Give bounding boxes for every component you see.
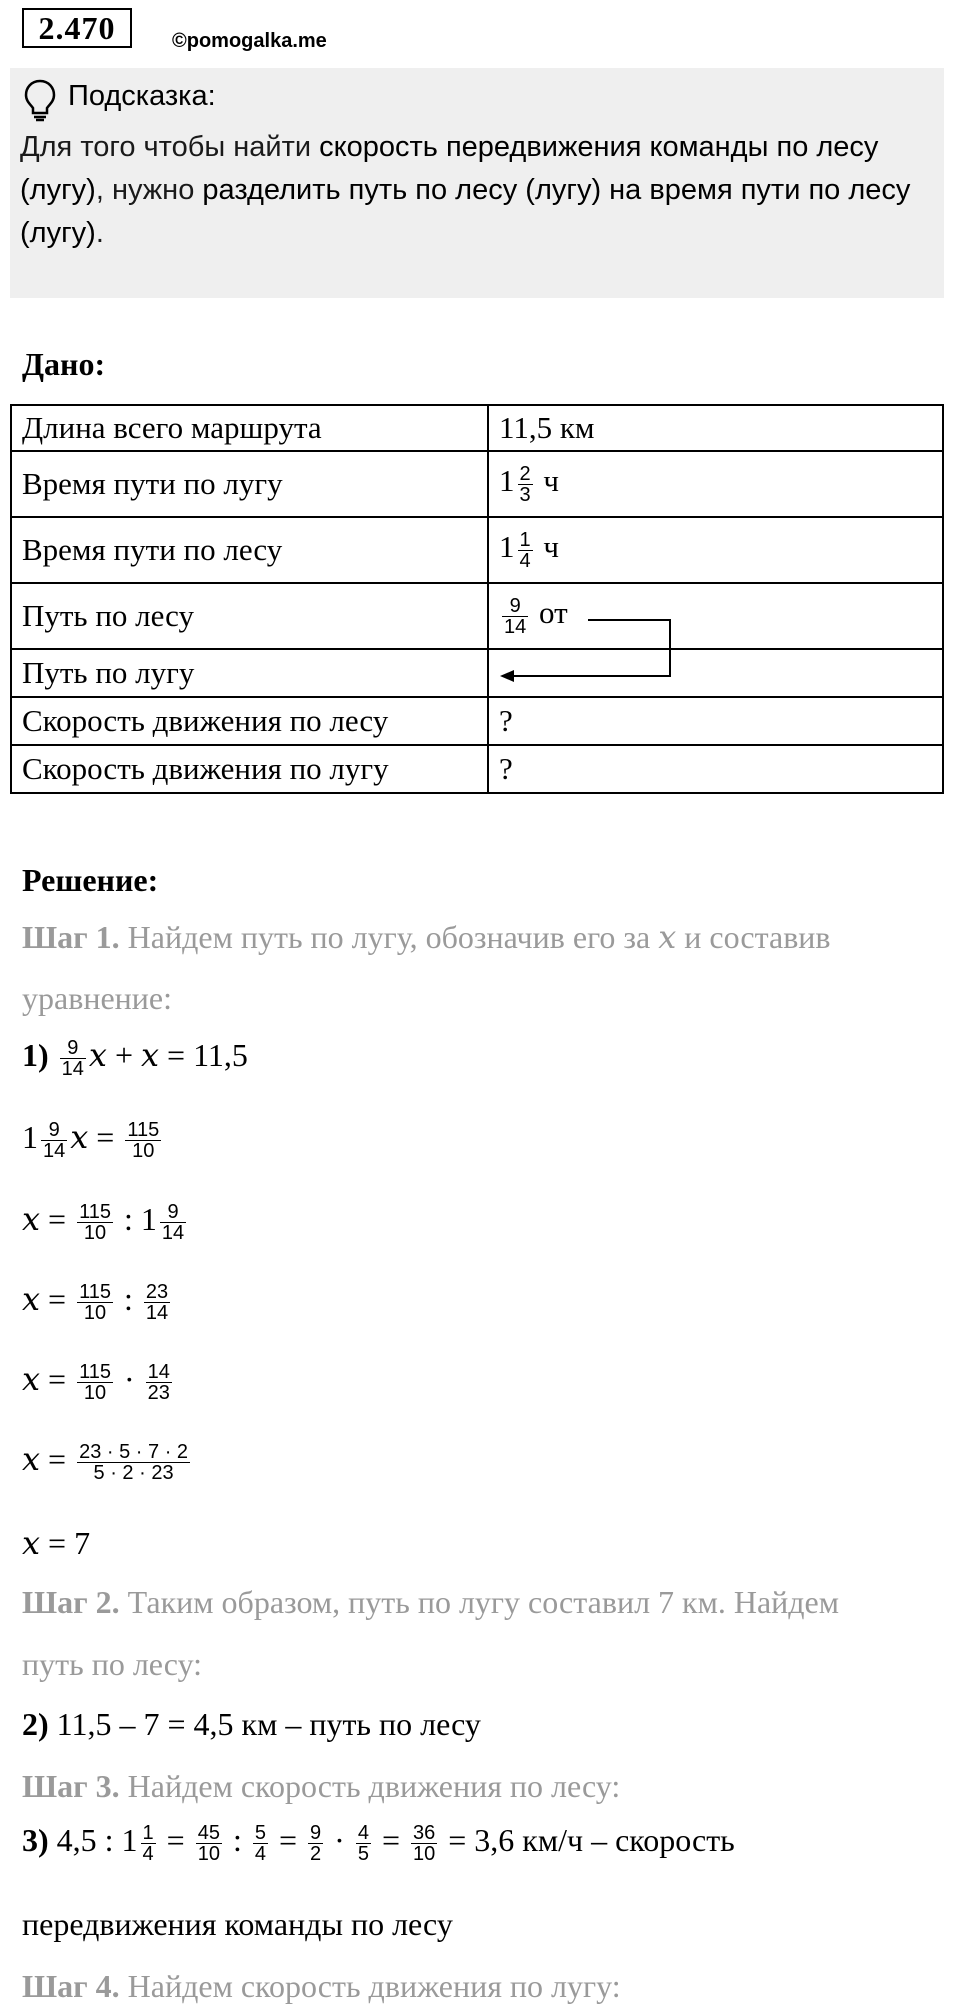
given-key: Путь по лесу bbox=[11, 583, 488, 649]
problem-number: 2.470 bbox=[22, 8, 132, 48]
eq-text: 11,5 – 7 = 4,5 км – путь по лесу bbox=[56, 1706, 481, 1742]
step-text: Таким образом, путь по лугу составил 7 км. Найдем bbox=[127, 1584, 839, 1620]
denominator: 14 bbox=[504, 615, 527, 638]
fraction bbox=[518, 464, 533, 505]
numerator: 1 bbox=[519, 528, 531, 551]
step-text: и составив bbox=[676, 919, 831, 955]
equation-line: 1 $\frac{9}{14}$ x = $\frac{115}{10}$ bbox=[22, 1118, 160, 1163]
step-3 bbox=[22, 1768, 620, 1805]
step-text: Найдем скорость движения по лугу: bbox=[127, 1968, 621, 2004]
hint-text-part: . bbox=[95, 217, 104, 249]
given-value bbox=[488, 517, 943, 583]
given-value bbox=[488, 451, 943, 517]
hint-text-part: Для того чтобы найти bbox=[20, 131, 320, 163]
eq-text: = 3,6 км/ч – скорость bbox=[448, 1822, 735, 1858]
table-row bbox=[11, 697, 943, 745]
equation-line: x = 7 bbox=[22, 1524, 91, 1562]
table-row bbox=[11, 405, 943, 451]
equation-line: x = $\frac{115}{10}$ · $\frac{14}{23}$ bbox=[22, 1360, 170, 1405]
given-value: ? bbox=[488, 697, 943, 745]
lightbulb-icon bbox=[22, 78, 58, 122]
fraction bbox=[518, 530, 533, 571]
step-text: Найдем скорость движения по лесу: bbox=[127, 1768, 621, 1804]
hint-highlight: разделить путь по лесу (лугу) на время пути по лесу (лугу) bbox=[20, 174, 911, 249]
equation-2 bbox=[22, 1706, 481, 1743]
equation-1: 1) $\frac{9}{14}$ x + x = 11,5 bbox=[22, 1036, 248, 1081]
eq-number: 2) bbox=[22, 1706, 49, 1742]
denominator: 4 bbox=[519, 549, 531, 572]
given-key: Скорость движения по лугу bbox=[11, 745, 488, 793]
unit: от bbox=[539, 595, 568, 631]
equation-line: x = $\frac{115}{10}$ : $\frac{23}{14}$ bbox=[22, 1280, 169, 1325]
given-key: Длина всего маршрута bbox=[11, 405, 488, 451]
given-value: 11,5 км bbox=[488, 405, 943, 451]
step-text: Найдем путь по лугу, обозначив его за bbox=[127, 919, 659, 955]
fraction-whole: 1 bbox=[499, 463, 515, 499]
relation-arrow bbox=[470, 600, 700, 690]
equation-line: x = $\frac{23 \cdot 5 \cdot 7 \cdot 2}{5 \cdot 2 \cdot 23}$ bbox=[22, 1440, 189, 1485]
equation-3: 3) 4,5 : 1 $\frac{1}{4}$ = $\frac{45}{10}$ : $\frac{5}{4}$ = $\frac{9}{2}$ · $\frac{4}{5}$ = $\frac{36}{10}$ = 3,6 км/ч – скорость bbox=[22, 1822, 735, 1866]
solution-heading: Решение: bbox=[22, 862, 159, 898]
given-key: Путь по лугу bbox=[11, 649, 488, 697]
table-row bbox=[11, 451, 943, 517]
step-label: Шаг 2. bbox=[22, 1584, 120, 1620]
hint-text-part: , нужно bbox=[95, 174, 203, 206]
numerator: 2 bbox=[519, 462, 531, 485]
eq-number: 3) bbox=[22, 1822, 49, 1858]
denominator: 3 bbox=[519, 483, 531, 506]
equation-line: x = $\frac{115}{10}$ : 1 $\frac{9}{14}$ bbox=[22, 1200, 185, 1245]
hint-highlight: скорость передвижения команды по лесу (лугу) bbox=[20, 131, 879, 206]
step-label: Шаг 3. bbox=[22, 1768, 120, 1804]
step-label: Шаг 1. bbox=[22, 919, 120, 955]
math-variable: x bbox=[658, 918, 677, 956]
step-label: Шаг 4. bbox=[22, 1968, 120, 2004]
eq-number: 1) bbox=[22, 1037, 49, 1073]
given-key: Время пути по лугу bbox=[11, 451, 488, 517]
site-watermark: ©pomogalka.me bbox=[172, 30, 327, 52]
step-1 bbox=[22, 918, 831, 956]
step-2-cont: путь по лесу: bbox=[22, 1646, 203, 1682]
given-key: Скорость движения по лесу bbox=[11, 697, 488, 745]
unit: ч bbox=[543, 529, 559, 565]
unit: ч bbox=[543, 463, 559, 499]
table-row bbox=[11, 745, 943, 793]
given-value: ? bbox=[488, 745, 943, 793]
hint-box bbox=[10, 68, 944, 298]
given-heading: Дано: bbox=[22, 346, 106, 382]
given-key: Время пути по лесу bbox=[11, 517, 488, 583]
given-table bbox=[10, 404, 944, 794]
step-1-cont: уравнение: bbox=[22, 980, 172, 1016]
equation-3-cont: передвижения команды по лесу bbox=[22, 1906, 453, 1942]
fraction-whole: 1 bbox=[499, 529, 515, 565]
hint-text bbox=[20, 126, 920, 255]
step-2 bbox=[22, 1584, 839, 1621]
step-4 bbox=[22, 1968, 621, 2005]
table-row bbox=[11, 517, 943, 583]
numerator: 9 bbox=[502, 596, 528, 617]
hint-title: Подсказка: bbox=[68, 80, 216, 112]
